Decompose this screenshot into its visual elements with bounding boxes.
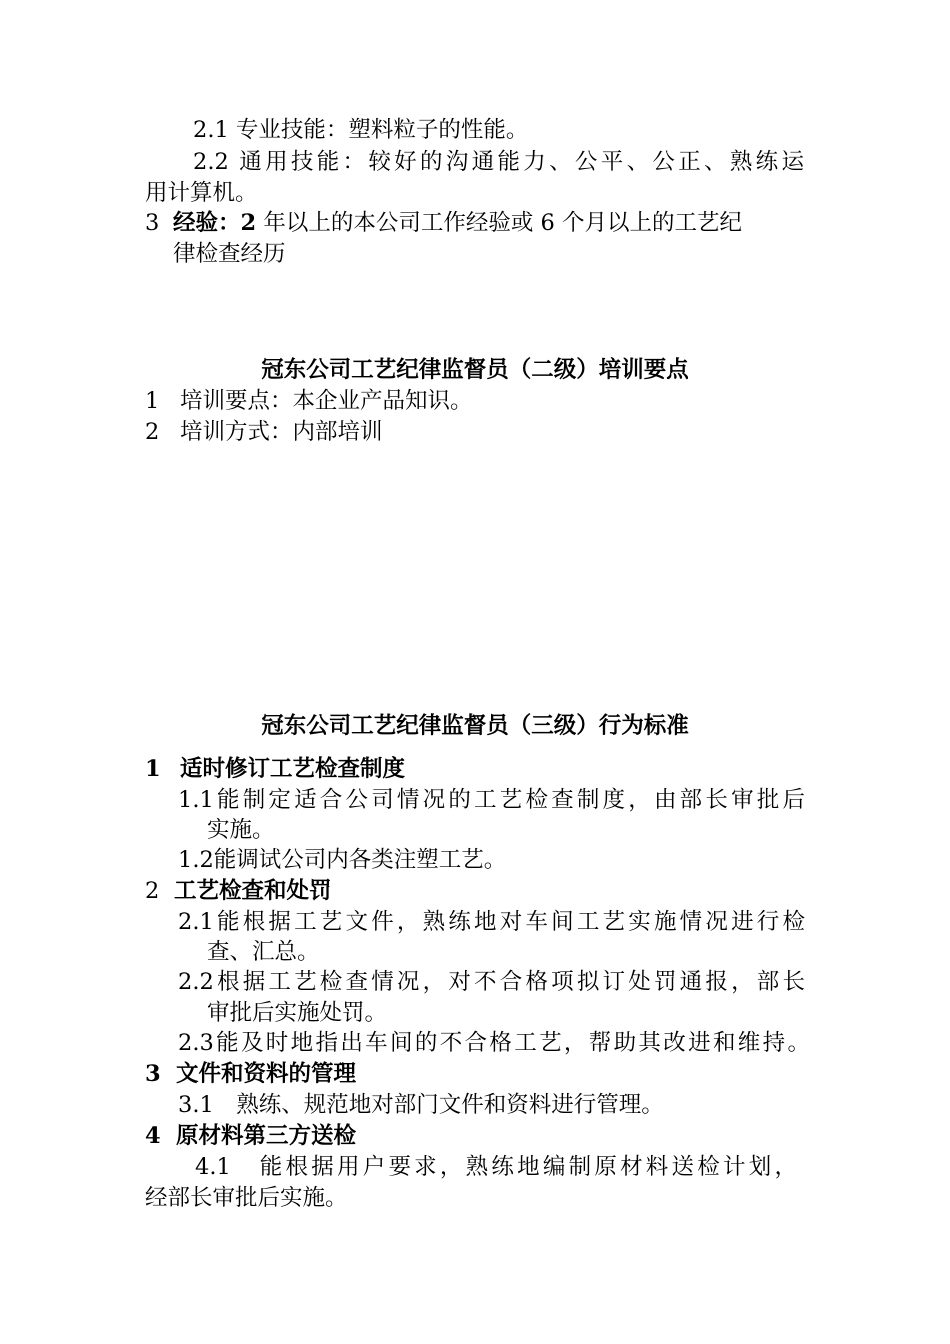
section-4-title: 原材料第三方送检 (176, 1123, 357, 1149)
item-3-1: 3.1 熟练、规范地对部门文件和资料进行管理。 (178, 1092, 664, 1118)
item-2-3: 2.3能及时地指出车间的不合格工艺，帮助其改进和维持。 (178, 1030, 810, 1056)
item-1-2: 1.2能调试公司内各类注塑工艺。 (178, 847, 507, 873)
item-3-label: 经验： (173, 210, 241, 236)
section-2-num: 2 (145, 878, 160, 904)
section-4-heading (145, 1121, 356, 1151)
section-4-num: 4 (145, 1123, 161, 1149)
training-item-2 (145, 417, 383, 447)
item-2-2-line2: 用计算机。 (145, 180, 258, 206)
section-3-num: 3 (145, 1061, 161, 1087)
section-3-heading (145, 1059, 356, 1089)
training-item-1-num: 1 (145, 388, 160, 414)
item-3-text-line2: 律检查经历 (173, 241, 286, 267)
item-3-number: 3 (145, 210, 160, 236)
item-2-1: 2.1 专业技能：塑料粒子的性能。 (193, 117, 529, 143)
item-3-years: 2 (240, 210, 257, 236)
item-3-experience (145, 208, 805, 238)
item-2-1-line2: 查、汇总。 (207, 939, 320, 965)
item-1-1-line1: 1.1能制定适合公司情况的工艺检查制度，由部长审批后 (178, 787, 805, 813)
section-3-title: 文件和资料的管理 (176, 1061, 357, 1087)
training-item-2-num: 2 (145, 419, 160, 445)
item-4-1-line2: 经部长审批后实施。 (145, 1185, 348, 1211)
section-2-heading (145, 876, 332, 906)
training-item-1-text: 培训要点：本企业产品知识。 (180, 388, 473, 414)
item-1-1-line2: 实施。 (207, 817, 275, 843)
item-4-1-line1: 4.1 能根据用户要求，熟练地编制原材料送检计划， (195, 1154, 797, 1180)
training-title: 冠东公司工艺纪律监督员（二级）培训要点 (261, 357, 689, 383)
section-2-title: 工艺检查和处罚 (174, 878, 332, 904)
standards-title: 冠东公司工艺纪律监督员（三级）行为标准 (261, 713, 689, 739)
training-item-1 (145, 386, 473, 416)
item-2-2-std-line2: 审批后实施处罚。 (207, 1000, 388, 1026)
section-1-heading (145, 754, 405, 784)
section-1-num: 1 (145, 756, 161, 782)
item-2-2-line1: 2.2 通用技能：较好的沟通能力、公平、公正、熟练运 (193, 149, 804, 175)
training-item-2-text: 培训方式：内部培训 (180, 419, 383, 445)
item-2-2-std-line1: 2.2根据工艺检查情况，对不合格项拟订处罚通报，部长 (178, 969, 805, 995)
item-2-1-line1: 2.1能根据工艺文件，熟练地对车间工艺实施情况进行检 (178, 909, 805, 935)
item-3-text-line1: 年以上的本公司工作经验或 6 个月以上的工艺纪 (256, 210, 742, 236)
section-1-title: 适时修订工艺检查制度 (180, 756, 406, 782)
